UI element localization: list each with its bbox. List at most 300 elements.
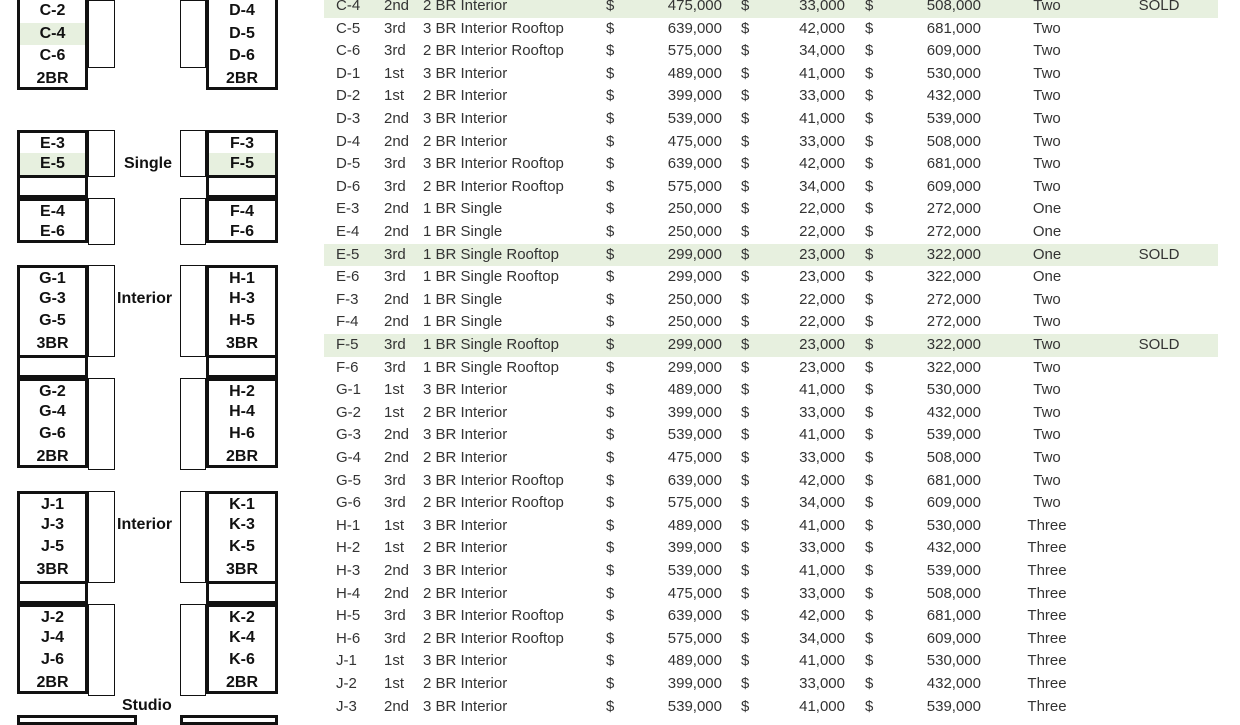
table-row [324, 63, 1218, 86]
currency-symbol: $ [741, 629, 750, 647]
plan-unit-k-4: K-4 [206, 627, 278, 650]
table-row [324, 266, 1218, 289]
unit-type-cell: 1 BR Single [423, 200, 503, 218]
floor-cell: 3rd [384, 494, 406, 512]
upgrade-cell: 34,000 [799, 494, 845, 512]
unit-cell: D-6 [336, 177, 361, 195]
unit-cell: D-1 [336, 64, 361, 82]
unit-cell: G-1 [336, 381, 362, 399]
currency-symbol: $ [606, 223, 615, 240]
currency-symbol: $ [865, 629, 874, 647]
currency-symbol: $ [741, 290, 750, 308]
upgrade-cell: 41,000 [799, 562, 845, 579]
unit-cell: H-2 [336, 539, 361, 557]
plan-unit-3br: 3BR [17, 559, 88, 582]
unit-type-cell: 2 BR Interior [423, 403, 508, 421]
total-price-cell: 272,000 [926, 290, 981, 308]
currency-symbol: $ [606, 494, 615, 512]
unit-cell: G-3 [336, 426, 362, 444]
currency-symbol: $ [741, 562, 750, 579]
plan-blank-cell [17, 355, 88, 378]
table-row [324, 85, 1218, 108]
base-price-cell: 575,000 [667, 42, 722, 60]
currency-symbol: $ [606, 245, 615, 263]
plan-unit-h-5: H-5 [206, 310, 278, 333]
floor-cell: 2nd [384, 313, 410, 331]
total-price-cell: 508,000 [926, 449, 981, 466]
total-price-cell: 681,000 [926, 155, 981, 173]
currency-symbol: $ [606, 268, 615, 286]
total-price-cell: 272,000 [926, 313, 981, 331]
table-row [324, 18, 1218, 41]
plan-unit-c-2: C-2 [17, 0, 88, 23]
currency-symbol: $ [606, 675, 615, 692]
plan-connector [180, 265, 206, 357]
floor-cell: 3rd [384, 245, 406, 263]
total-price-cell: 432,000 [926, 87, 981, 105]
plan-studio-box [180, 715, 278, 725]
currency-symbol: $ [606, 200, 615, 218]
floor-cell: 3rd [384, 19, 406, 37]
building-cell: Two [1033, 313, 1061, 331]
currency-symbol: $ [865, 19, 874, 37]
unit-cell: F-3 [336, 290, 359, 308]
base-price-cell: 475,000 [667, 449, 722, 466]
currency-symbol: $ [606, 87, 615, 105]
upgrade-cell: 41,000 [799, 697, 845, 715]
currency-symbol: $ [865, 245, 874, 263]
currency-symbol: $ [741, 584, 750, 602]
currency-symbol: $ [865, 336, 874, 353]
currency-symbol: $ [741, 223, 750, 240]
total-price-cell: 432,000 [926, 403, 981, 421]
currency-symbol: $ [865, 223, 874, 240]
building-cell: Two [1033, 494, 1061, 512]
base-price-cell: 575,000 [667, 629, 722, 647]
base-price-cell: 639,000 [667, 155, 722, 173]
currency-symbol: $ [865, 562, 874, 579]
unit-type-cell: 1 BR Single Rooftop [423, 268, 559, 286]
table-row [324, 0, 1218, 18]
building-cell: Two [1033, 155, 1061, 173]
floor-cell: 1st [384, 87, 405, 105]
currency-symbol: $ [606, 64, 615, 82]
building-cell: Two [1033, 110, 1061, 127]
plan-unit-k-6: K-6 [206, 649, 278, 672]
table-row [324, 334, 1218, 357]
currency-symbol: $ [741, 607, 750, 625]
unit-price-table [324, 0, 1218, 720]
upgrade-cell: 34,000 [799, 629, 845, 647]
unit-cell: D-4 [336, 132, 361, 150]
currency-symbol: $ [865, 697, 874, 715]
base-price-cell: 250,000 [667, 290, 722, 308]
currency-symbol: $ [606, 290, 615, 308]
floor-cell: 2nd [384, 426, 410, 444]
plan-unit-j-1: J-1 [17, 491, 88, 514]
floor-cell: 1st [384, 675, 405, 692]
plan-unit-f-6: F-6 [206, 221, 278, 244]
unit-type-cell: 2 BR Interior [423, 87, 508, 105]
currency-symbol: $ [865, 313, 874, 331]
table-row [324, 311, 1218, 334]
plan-connector [88, 265, 115, 357]
plan-connector [180, 130, 206, 177]
unit-cell: E-4 [336, 223, 360, 240]
plan-unit-k-5: K-5 [206, 536, 278, 559]
building-cell: Two [1033, 336, 1061, 353]
base-price-cell: 639,000 [667, 607, 722, 625]
plan-unit-j-2: J-2 [17, 604, 88, 627]
plan-unit-e-3: E-3 [17, 130, 88, 153]
total-price-cell: 539,000 [926, 562, 981, 579]
table-row [324, 379, 1218, 402]
building-cell: Two [1033, 19, 1061, 37]
currency-symbol: $ [606, 562, 615, 579]
upgrade-cell: 41,000 [799, 64, 845, 82]
building-cell: One [1032, 223, 1062, 240]
currency-symbol: $ [606, 155, 615, 173]
upgrade-cell: 34,000 [799, 177, 845, 195]
unit-cell: G-2 [336, 403, 362, 421]
total-price-cell: 530,000 [926, 381, 981, 399]
currency-symbol: $ [741, 110, 750, 127]
base-price-cell: 489,000 [667, 64, 722, 82]
currency-symbol: $ [606, 177, 615, 195]
upgrade-cell: 33,000 [799, 132, 845, 150]
upgrade-cell: 34,000 [799, 42, 845, 60]
unit-cell: H-3 [336, 562, 361, 579]
table-row [324, 289, 1218, 312]
table-row [324, 628, 1218, 651]
unit-cell: E-6 [336, 268, 360, 286]
unit-type-cell: 3 BR Interior [423, 64, 508, 82]
plan-unit-j-6: J-6 [17, 649, 88, 672]
unit-cell: C-6 [336, 42, 361, 60]
currency-symbol: $ [606, 697, 615, 715]
currency-symbol: $ [865, 110, 874, 127]
unit-cell: H-6 [336, 629, 361, 647]
upgrade-cell: 41,000 [799, 652, 845, 670]
plan-unit-2br: 2BR [206, 446, 278, 469]
plan-unit-2br: 2BR [206, 68, 278, 91]
table-row [324, 108, 1218, 131]
base-price-cell: 639,000 [667, 471, 722, 489]
total-price-cell: 508,000 [926, 132, 981, 150]
currency-symbol: $ [606, 629, 615, 647]
plan-label-interior: Interior [117, 290, 173, 307]
unit-cell: H-5 [336, 607, 361, 625]
unit-cell: G-5 [336, 471, 362, 489]
floor-cell: 3rd [384, 358, 406, 376]
upgrade-cell: 22,000 [799, 290, 845, 308]
total-price-cell: 681,000 [926, 19, 981, 37]
upgrade-cell: 22,000 [799, 200, 845, 218]
plan-label-interior: Interior [117, 516, 173, 533]
currency-symbol: $ [606, 358, 615, 376]
plan-unit-e-6: E-6 [17, 221, 88, 244]
total-price-cell: 272,000 [926, 223, 981, 240]
unit-cell: E-5 [336, 245, 360, 263]
building-cell: Three [1027, 516, 1067, 534]
currency-symbol: $ [865, 584, 874, 602]
base-price-cell: 539,000 [667, 426, 722, 444]
unit-cell: F-6 [336, 358, 359, 376]
plan-unit-3br: 3BR [17, 333, 88, 356]
total-price-cell: 681,000 [926, 607, 981, 625]
plan-unit-k-2: K-2 [206, 604, 278, 627]
plan-unit-c-4: C-4 [17, 23, 88, 46]
currency-symbol: $ [606, 19, 615, 37]
building-cell: Two [1033, 449, 1061, 466]
base-price-cell: 489,000 [667, 652, 722, 670]
building-cell: Two [1033, 177, 1061, 195]
total-price-cell: 609,000 [926, 177, 981, 195]
total-price-cell: 322,000 [926, 245, 981, 263]
plan-unit-h-2: H-2 [206, 378, 278, 401]
table-row [324, 515, 1218, 538]
unit-cell: F-4 [336, 313, 359, 331]
currency-symbol: $ [606, 381, 615, 399]
currency-symbol: $ [741, 426, 750, 444]
unit-type-cell: 3 BR Interior [423, 381, 508, 399]
currency-symbol: $ [741, 403, 750, 421]
plan-unit-h-6: H-6 [206, 423, 278, 446]
currency-symbol: $ [741, 516, 750, 534]
currency-symbol: $ [741, 42, 750, 60]
unit-cell: G-4 [336, 449, 362, 466]
currency-symbol: $ [865, 87, 874, 105]
building-cell: Two [1033, 64, 1061, 82]
site-plan [0, 0, 300, 720]
base-price-cell: 399,000 [667, 539, 722, 557]
table-row [324, 221, 1218, 244]
floor-cell: 3rd [384, 629, 406, 647]
unit-type-cell: 3 BR Interior [423, 562, 508, 579]
upgrade-cell: 33,000 [799, 675, 845, 692]
building-cell: Three [1027, 675, 1067, 692]
total-price-cell: 681,000 [926, 471, 981, 489]
floor-cell: 3rd [384, 336, 406, 353]
plan-blank-cell [206, 175, 278, 198]
total-price-cell: 609,000 [926, 42, 981, 60]
total-price-cell: 508,000 [926, 0, 981, 14]
unit-type-cell: 2 BR Interior Rooftop [423, 42, 564, 60]
building-cell: Two [1033, 381, 1061, 399]
plan-unit-g-1: G-1 [17, 265, 88, 288]
unit-cell: F-5 [336, 336, 359, 353]
plan-unit-2br: 2BR [17, 672, 88, 695]
currency-symbol: $ [606, 471, 615, 489]
currency-symbol: $ [865, 675, 874, 692]
floor-cell: 2nd [384, 290, 410, 308]
unit-cell: H-1 [336, 516, 361, 534]
currency-symbol: $ [865, 200, 874, 218]
plan-unit-2br: 2BR [17, 446, 88, 469]
floor-cell: 2nd [384, 223, 410, 240]
currency-symbol: $ [741, 381, 750, 399]
currency-symbol: $ [606, 336, 615, 353]
plan-connector [88, 130, 115, 177]
plan-unit-h-1: H-1 [206, 265, 278, 288]
currency-symbol: $ [606, 584, 615, 602]
table-row [324, 560, 1218, 583]
base-price-cell: 639,000 [667, 19, 722, 37]
building-cell: One [1032, 245, 1062, 263]
building-cell: Two [1033, 426, 1061, 444]
currency-symbol: $ [865, 426, 874, 444]
base-price-cell: 475,000 [667, 584, 722, 602]
total-price-cell: 322,000 [926, 336, 981, 353]
plan-unit-g-3: G-3 [17, 288, 88, 311]
floor-cell: 2nd [384, 449, 410, 466]
building-cell: Three [1027, 562, 1067, 579]
status-cell: SOLD [1138, 0, 1180, 14]
currency-symbol: $ [606, 403, 615, 421]
plan-unit-h-4: H-4 [206, 401, 278, 424]
plan-unit-f-5: F-5 [206, 153, 278, 176]
unit-type-cell: 2 BR Interior [423, 0, 508, 14]
table-row [324, 673, 1218, 696]
currency-symbol: $ [865, 268, 874, 286]
currency-symbol: $ [741, 313, 750, 331]
unit-type-cell: 3 BR Interior [423, 426, 508, 444]
total-price-cell: 432,000 [926, 675, 981, 692]
plan-connector [180, 604, 206, 696]
plan-unit-h-3: H-3 [206, 288, 278, 311]
currency-symbol: $ [865, 403, 874, 421]
currency-symbol: $ [741, 64, 750, 82]
table-row [324, 424, 1218, 447]
base-price-cell: 475,000 [667, 0, 722, 14]
currency-symbol: $ [741, 155, 750, 173]
total-price-cell: 539,000 [926, 697, 981, 715]
plan-unit-f-3: F-3 [206, 130, 278, 153]
building-cell: Three [1027, 584, 1067, 602]
currency-symbol: $ [865, 381, 874, 399]
plan-unit-2br: 2BR [17, 68, 88, 91]
building-cell: Two [1033, 0, 1061, 14]
status-cell: SOLD [1138, 245, 1180, 263]
upgrade-cell: 33,000 [799, 87, 845, 105]
currency-symbol: $ [865, 471, 874, 489]
building-cell: Three [1027, 539, 1067, 557]
currency-symbol: $ [865, 358, 874, 376]
unit-type-cell: 2 BR Interior Rooftop [423, 494, 564, 512]
plan-connector [180, 491, 206, 583]
base-price-cell: 399,000 [667, 675, 722, 692]
plan-unit-j-3: J-3 [17, 514, 88, 537]
unit-cell: E-3 [336, 200, 360, 218]
unit-type-cell: 2 BR Interior Rooftop [423, 629, 564, 647]
unit-cell: J-3 [336, 697, 357, 715]
plan-unit-k-1: K-1 [206, 491, 278, 514]
plan-connector [88, 604, 115, 696]
plan-unit-d-5: D-5 [206, 23, 278, 46]
plan-unit-2br: 2BR [206, 672, 278, 695]
plan-blank-cell [17, 581, 88, 604]
upgrade-cell: 23,000 [799, 336, 845, 353]
unit-cell: D-3 [336, 110, 361, 127]
plan-connector [88, 0, 115, 68]
floor-cell: 3rd [384, 177, 406, 195]
total-price-cell: 530,000 [926, 516, 981, 534]
base-price-cell: 299,000 [667, 336, 722, 353]
table-row [324, 605, 1218, 628]
table-row [324, 537, 1218, 560]
plan-connector [88, 491, 115, 583]
upgrade-cell: 23,000 [799, 358, 845, 376]
table-row [324, 176, 1218, 199]
plan-blank-cell [206, 581, 278, 604]
floor-cell: 2nd [384, 562, 410, 579]
building-cell: Two [1033, 87, 1061, 105]
plan-connector [88, 378, 115, 470]
base-price-cell: 399,000 [667, 403, 722, 421]
total-price-cell: 322,000 [926, 268, 981, 286]
plan-studio-box [17, 715, 137, 725]
base-price-cell: 539,000 [667, 110, 722, 127]
currency-symbol: $ [741, 358, 750, 376]
base-price-cell: 250,000 [667, 200, 722, 218]
currency-symbol: $ [741, 132, 750, 150]
floor-cell: 3rd [384, 42, 406, 60]
base-price-cell: 575,000 [667, 177, 722, 195]
total-price-cell: 539,000 [926, 110, 981, 127]
plan-unit-f-4: F-4 [206, 198, 278, 221]
currency-symbol: $ [741, 200, 750, 218]
plan-connector [180, 198, 206, 245]
building-cell: Two [1033, 290, 1061, 308]
currency-symbol: $ [865, 539, 874, 557]
currency-symbol: $ [865, 177, 874, 195]
unit-type-cell: 3 BR Interior [423, 697, 508, 715]
floor-cell: 1st [384, 381, 405, 399]
currency-symbol: $ [606, 42, 615, 60]
base-price-cell: 299,000 [667, 358, 722, 376]
base-price-cell: 575,000 [667, 494, 722, 512]
currency-symbol: $ [741, 449, 750, 466]
unit-type-cell: 1 BR Single Rooftop [423, 358, 559, 376]
building-cell: One [1032, 200, 1062, 218]
unit-cell: H-4 [336, 584, 361, 602]
upgrade-cell: 33,000 [799, 584, 845, 602]
status-cell: SOLD [1138, 336, 1180, 353]
unit-type-cell: 2 BR Interior [423, 449, 508, 466]
unit-type-cell: 3 BR Interior Rooftop [423, 19, 564, 37]
floor-cell: 2nd [384, 200, 410, 218]
base-price-cell: 489,000 [667, 516, 722, 534]
plan-unit-d-4: D-4 [206, 0, 278, 23]
plan-unit-g-5: G-5 [17, 310, 88, 333]
floor-cell: 1st [384, 516, 405, 534]
currency-symbol: $ [865, 290, 874, 308]
upgrade-cell: 23,000 [799, 268, 845, 286]
building-cell: Two [1033, 471, 1061, 489]
plan-unit-j-4: J-4 [17, 627, 88, 650]
plan-connector [180, 378, 206, 470]
plan-unit-3br: 3BR [206, 559, 278, 582]
plan-unit-g-2: G-2 [17, 378, 88, 401]
building-cell: One [1032, 268, 1062, 286]
upgrade-cell: 42,000 [799, 607, 845, 625]
floor-cell: 2nd [384, 132, 410, 150]
currency-symbol: $ [741, 471, 750, 489]
floor-cell: 1st [384, 64, 405, 82]
base-price-cell: 489,000 [667, 381, 722, 399]
table-row [324, 153, 1218, 176]
table-row [324, 198, 1218, 221]
